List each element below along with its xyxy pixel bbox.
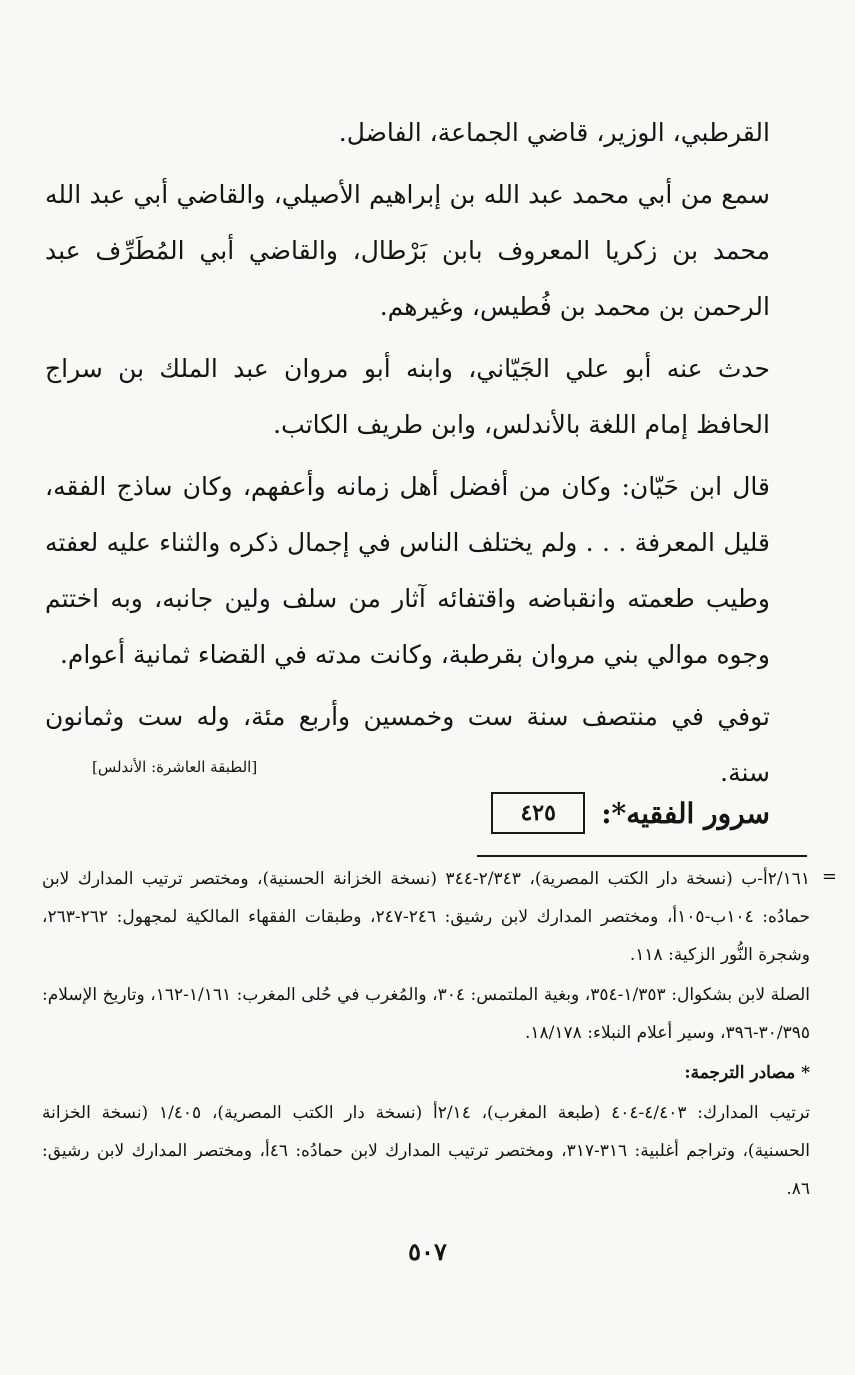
paragraph-5: توفي في منتصف سنة ست وخمسين وأربع مئة، وله ست وثمانون سنة. — [45, 702, 770, 787]
sources-heading: * مصادر الترجمة: — [684, 1063, 810, 1083]
paragraph-3: حدث عنه أبو علي الجَيّاني، وابنه أبو مروان عبد الملك بن سراج الحافظ إمام اللغة بالأندلس، وابن طريف الكاتب. — [45, 354, 770, 439]
footnotes — [42, 860, 810, 1210]
entry-heading — [491, 792, 770, 834]
section-label: [الطبقة العاشرة: الأندلس] — [92, 758, 258, 776]
entry-number-box: ٤٢٥ — [491, 792, 585, 834]
paragraph-4: قال ابن حَيّان: وكان من أفضل أهل زمانه وأعفهم، وكان ساذج الفقه، قليل المعرفة . . . ولم يختلف الناس في إجمال ذكره والثناء عليه لعفته وطيب طعمته وانقباضه واقتفائه آثار من سلف ولين جانبه، وبه اختتم وجوه موالي بني مروان بقرطبة، وكانت مدته في القضاء ثمانية أعوام. — [45, 472, 770, 669]
footnote-paragraph-1: ٢/١٦١أ-ب (نسخة دار الكتب المصرية)، ٢/٣٤٣-٣٤٤ (نسخة الخزانة الحسنية)، ومختصر ترتيب المدارك لابن حمادُه: ١٠٤ب-١٠٥أ، ومختصر المدارك لابن رشيق: ٢٤٦-٢٤٧، وطبقات الفقهاء المالكية لمجهول: ٢٦٢-٢٦٣، وشجرة النُّور الزكية: ١١٨. — [42, 869, 811, 965]
paragraph-1: القرطبي، الوزير، قاضي الجماعة، الفاضل. — [338, 118, 770, 147]
footnote-continuation-marker: = — [821, 866, 837, 887]
page-number: ٥٠٧ — [408, 1237, 447, 1266]
paragraph-2: سمع من أبي محمد عبد الله بن إبراهيم الأصيلي، والقاضي أبي عبد الله محمد بن زكريا المعروف بابن بَرْطال، والقاضي أبي المُطَرِّف عبد الرحمن بن محمد بن فُطيس، وغيرهم. — [45, 180, 770, 321]
main-text — [45, 105, 770, 807]
entry-title: سرور الفقيه*: — [601, 796, 770, 830]
sources-text: ترتيب المدارك: ٤/٤٠٣-٤٠٤ (طبعة المغرب)، ٢/١٤أ (نسخة دار الكتب المصرية)، ١/٤٠٥ (نسخة الخزانة الحسنية)، وتراجم أغلبية: ٣١٦-٣١٧، ومختصر ترتيب المدارك لابن حمادُه: ٤٦أ، ومختصر المدارك لابن رشيق: ٨٦. — [42, 1103, 811, 1199]
footnote-divider — [477, 855, 807, 857]
footnote-paragraph-2: الصلة لابن بشكوال: ١/٣٥٣-٣٥٤، وبغية الملتمس: ٣٠٤، والمُغرب في حُلى المغرب: ١/١٦١-١٦٢، وتاريخ الإسلام: ٣٠/٣٩٥-٣٩٦، وسير أعلام النبلاء: ١٨/١٧٨. — [42, 985, 810, 1043]
